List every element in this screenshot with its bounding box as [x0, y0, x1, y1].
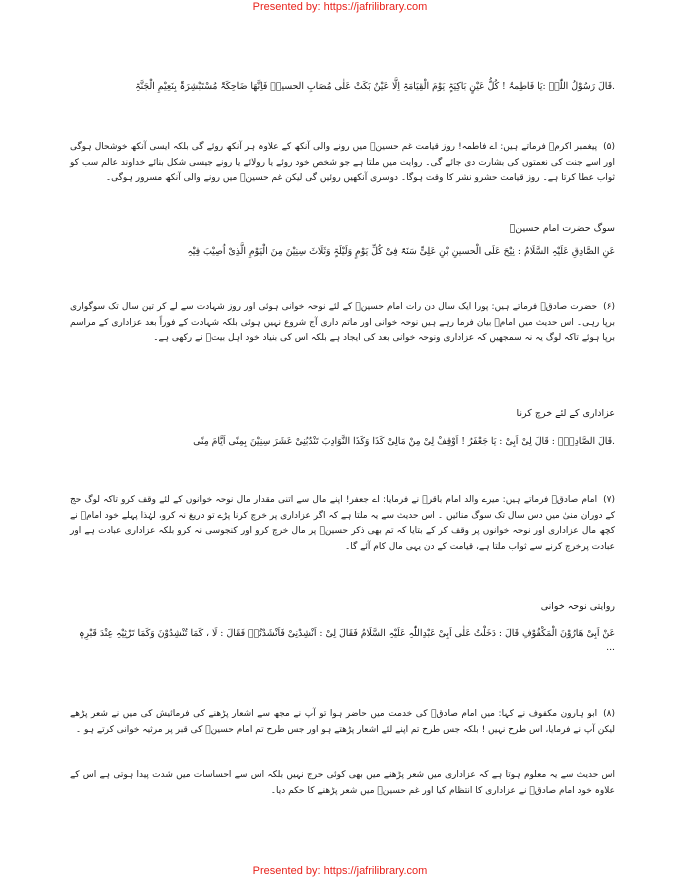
paragraph-text: ابو ہارون مکفوف نے کہا: میں امام صادقؑ کی خدمت میں حاضر ہوا تو آپ نے مجھ سے اشعار پڑھنے کی فرمائیش کی میں نے شعر پڑھے لیکن آپ نے فرمایا، اس طرح نہیں ! بلکہ جس طرح تم اپنے لئے اشعار پڑھتے ہو اور جس طرح تم امام حسینؑ کی قبر پر مرثیہ خوانی کرتے ہو ۔	[70, 709, 615, 735]
section-heading-mourning: سوگ حضرت امام حسینؑ	[509, 223, 615, 234]
paragraph-2	[70, 300, 615, 347]
arabic-hadith-3: .قَالَ الصَّادِقُؑ : قَالَ لِیْ اَبِیْ : یَا جَعْفَرُ ! اَوْقِفْ لِیْ مِنْ مَالِیْ کَذَا وَکَذَا النَّوَادِبَ تَنْدُبُنِیْ عَشَرَ سِنِیْنَ بِمِنًی اَیَّامَ مِنًی	[193, 436, 615, 447]
paragraph-4-continued: اس حدیث سے یہ معلوم ہوتا ہے کہ عزاداری میں شعر پڑھنے میں بھی کوئی حرج نہیں بلکہ اس سے احساسات میں شدت پیدا ہوتی ہے اس کے علاوہ خود امام صادقؑ نے عزاداری کا انتظام کیا اور غم حسینؑ میں شعر پڑھنے کا حکم دیا۔	[70, 770, 615, 796]
arabic-hadith-4: عَنْ اَبِیْ ھَارُوْنَ الْمَکْفُوْفِ قَالَ : دَخَلْتُ عَلٰی اَبِیْ عَبْدِاللّٰہِ عَلَیْہِ السَّلَامُ فَقَالَ لِیْ : اَنْشِدْنِیْ فَاَنْشَدْتُہٗ فَقَالَ : لَا ، کَمَا تُنْشِدُوْنَ وَکَمَا تَرْثِیْہِ عِنْدَ قَبْرِہٖ ...	[79, 628, 615, 653]
paragraph-number: (۶)	[603, 302, 615, 312]
paragraph-text: امام صادقؑ فرماتے ہیں: میرے والد امام باقرؑ نے فرمایا: اے جعفر! اپنے مال سے اتنی مقدار مال نوحہ خوانوں کے لئے وقف کرو تاکہ لوگ حج کے دوران منیٰ میں دس سال تک سوگ منائیں ۔ اس حدیث سے یہ ملتا ہے کہ اگر عزاداری پر خرچ کرنا پڑے تو دریغ نہ کرو، لہٰذا پہلے خود امامؑ نے کچھ مال عزاداری اور نوحہ خوانوں پر وقف کر کے بتایا کہ تم بھی ذکر حسینؑ پر مال خرچ کرو اور کنجوسی نہ کرو بلکہ عزاداری عبادت ہے اور عبادت پرخرچ کرنے سے ثواب ملتا ہے، قیامت کے دن یہی مال کام آئے گا۔	[70, 495, 615, 552]
paragraph-1	[70, 140, 615, 187]
paragraph-text: حضرت صادقؑ فرماتے ہیں: پورا ایک سال دن رات امام حسینؑ کے لئے نوحہ خوانی ہوئی اور روز شہادت سے لے کر تین سال تک سوگواری برپا رہی۔ اس حدیث میں امامؑ بیان فرما رہے ہیں نوحہ خوانی اور ماتم داری آج شروع نہیں ہوئی بلکہ شہادت کے فوراً بعد عزاداری کے مراسم برپا ہوئے تاکہ لوگ یہ نہ سمجھیں کہ عزاداری ونوحہ خوانی بعد کی ایجاد ہے بلکہ اس کی بنیاد خود اہل بیتؑ نے رکھی ہے۔	[70, 302, 615, 343]
section-heading-spending: عزاداری کے لئے خرچ کرنا	[516, 408, 615, 419]
paragraph-4	[70, 707, 615, 738]
paragraph-number: (۵)	[603, 142, 615, 152]
paragraph-number: (۸)	[603, 709, 615, 719]
arabic-hadith-1: .قَالَ رَسُوْلُ اللّٰہؐ :یَا فَاطِمۃُ ! کُلُّ عَیْنٍ بَاکِیَۃٍ یَوْمَ الْقِیَامَۃِ اِلَّا عَیْنٌ بَکَتْ عَلٰی مُصَابِ الحسینؑ فَاِنَّھَا ضَاحِکَۃٌ مُسْتَبْشِرَۃٌ بِنَعِیْمِ الْجَنَّۃِ	[135, 81, 615, 92]
section-heading-recitation: روایتی نوحہ خوانی	[540, 601, 615, 612]
arabic-hadith-2: عَنِ الصَّادِقِ عَلَیْہِ السَّلَامُ : نِیْحَ عَلَی الْحسینِ بْنِ عَلِیٍّ سَنَۃً فِیْ کُلِّ یَوْمٍ وَلَیْلَۃٍ وَثَلَاثَ سِنِیْنَ مِنَ الْیَوْمِ الَّذِیْ اُصِیْبَ فِیْہِ	[187, 246, 615, 257]
paragraph-text: پیغمبر اکرمؐ فرماتے ہیں: اے فاطمہ! روز قیامت غم حسینؑ میں رونے والی آنکھ کے علاوہ ہر آنکھ روئے گی بلکہ ایسی آنکھ خوشحال ہوگی اور اسے جنت کی نعمتوں کی بشارت دی جائے گی۔ روایت میں ملتا ہے جو شخص خود روئے یا رولائے یا رونے جیسی شکل بنائے خداوند عالم سب کو ثواب عطا کرتا ہے۔ روز قیامت حشرو نشر کا وقت ہوگا۔ دوسری آنکھیں روئیں گی لیکن غم حسینؑ میں رونے والی آنکھ مسرور ہوگی۔	[70, 142, 615, 183]
bottom-banner: Presented by: https://jafrilibrary.com	[252, 865, 428, 877]
paragraph-3	[70, 493, 615, 555]
top-banner: Presented by: https://jafrilibrary.com	[252, 1, 428, 13]
paragraph-number: (۷)	[603, 495, 615, 505]
